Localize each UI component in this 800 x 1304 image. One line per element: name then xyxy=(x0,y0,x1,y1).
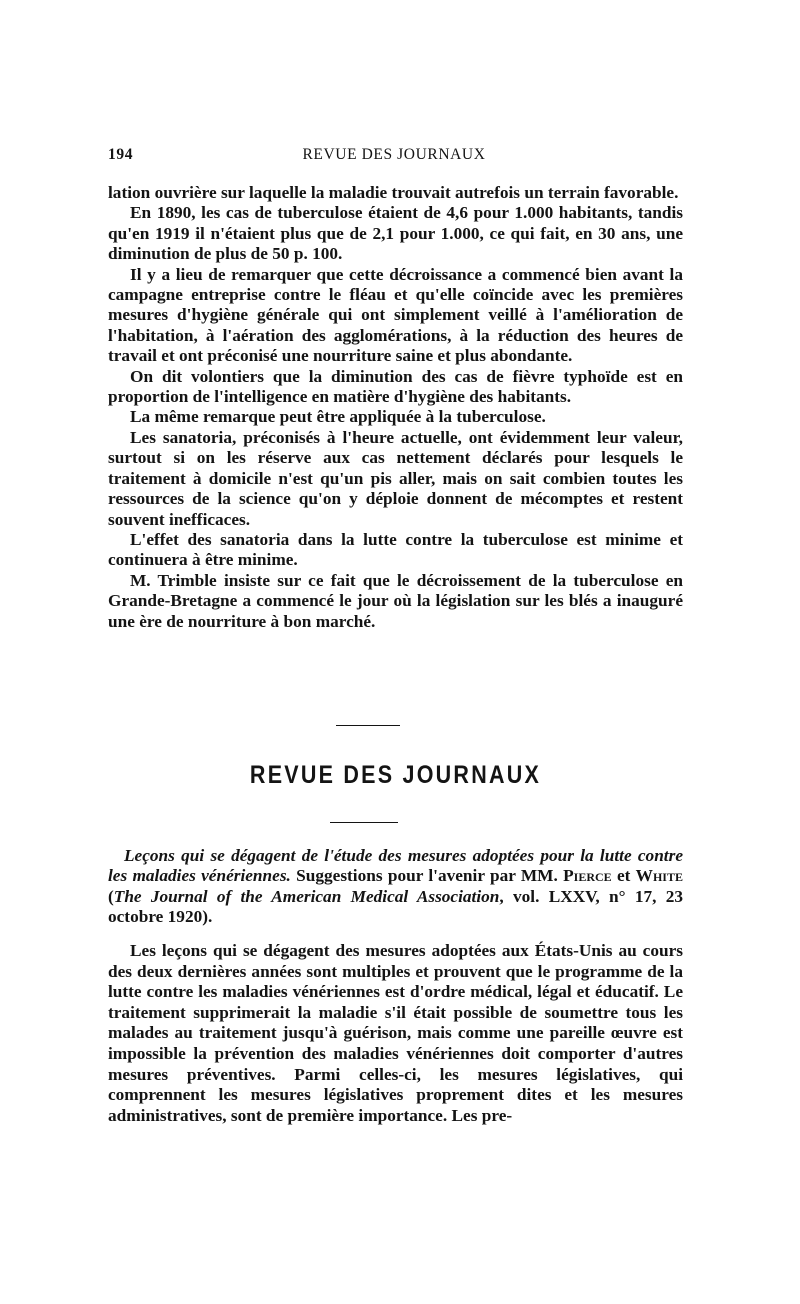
citation-title: Leçons qui se dégagent de l'étude des mesures adoptées pour la lutte contre les maladies vénériennes. xyxy=(108,846,683,886)
article-body xyxy=(108,941,683,1126)
citation-author: Pierce xyxy=(563,866,612,886)
page-number: 194 xyxy=(108,146,134,163)
divider-top xyxy=(336,725,400,726)
paragraph: Les sanatoria, préconisés à l'heure actuelle, ont évidemment leur valeur, surtout si on les réserve aux cas nettement déclarés pour lesquels le traitement à domicile n'est qu'un pis aller, mais on sait combien toutes les ressources de la science qu'on y déploie donnent de mécomptes et restent souvent inefficaces. xyxy=(108,427,683,529)
paragraph: En 1890, les cas de tuberculose étaient de 4,6 pour 1.000 habitants, tandis qu'en 1919 il n'étaient plus que de 2,1 pour 1.000, ce qui fait, en 30 ans, une diminution de plus de 50 p. 100. xyxy=(108,203,683,264)
citation-conj: et xyxy=(616,866,631,886)
paragraph: Les leçons qui se dégagent des mesures adoptées aux États-Unis au cours des deux dernières années sont multiples et prouvent que le programme de la lutte contre les maladies vénériennes est d'ordre médical, légal et éducatif. Le traitement supprimerait la maladie s'il était possible de soumettre tous les malades au traitement jusqu'à guérison, mais comme une pareille œuvre est impossible la prévention des maladies vénériennes doit comporter d'autres mesures préventives. Parmi celles-ci, les mesures législatives, qui comprennent les mesures législatives proprement dites et les mesures administratives, sont de première importance. Les pre- xyxy=(108,941,683,1125)
paragraph: lation ouvrière sur laquelle la maladie trouvait autrefois un terrain favorable. xyxy=(108,183,679,202)
citation-block xyxy=(108,846,683,928)
paragraph: On dit volontiers que la diminution des cas de fièvre typhoïde est en proportion de l'intelligence en matière d'hygiène des habitants. xyxy=(108,366,683,407)
running-title: REVUE DES JOURNAUX xyxy=(302,146,486,163)
citation-subtitle: Suggestions pour l'avenir par MM. xyxy=(296,866,558,886)
paragraph: M. Trimble insiste sur ce fait que le décroissement de la tuberculose en Grande-Bretagne a commencé le jour où la législation sur les blés a inauguré une ère de nourriture à bon marché. xyxy=(108,570,683,631)
article-continuation xyxy=(108,183,683,632)
paragraph: L'effet des sanatoria dans la lutte contre la tuberculose est minime et continuera à être minime. xyxy=(108,529,683,570)
section-title: REVUE DES JOURNAUX xyxy=(249,761,542,789)
divider-bottom xyxy=(330,822,398,823)
citation: Leçons qui se dégagent de l'étude des mesures adoptées pour la lutte contre les maladies vénériennes. Suggestions pour l'avenir par MM. Pierce et White (The Journal of the American Medical Association, vol. LXXV, n° 17, 23 octobre 1920). xyxy=(108,846,683,927)
paragraph: La même remarque peut être appliquée à la tuberculose. xyxy=(130,407,546,427)
citation-author: White xyxy=(635,866,683,886)
citation-details: , vol. LXXV, n° 17, 23 octobre 1920). xyxy=(108,886,683,927)
citation-journal: The Journal of the American Medical Association xyxy=(113,886,500,906)
paragraph: Il y a lieu de remarquer que cette décroissance a commencé bien avant la campagne entreprise contre le fléau et qu'elle coïncide avec les premières mesures d'hygiène générale qui ont simplement veillé à l'amélioration de l'habitation, à l'aération des agglomérations, à la réduction des heures de travail et ont préconisé une nourriture saine et plus abondante. xyxy=(108,264,683,366)
